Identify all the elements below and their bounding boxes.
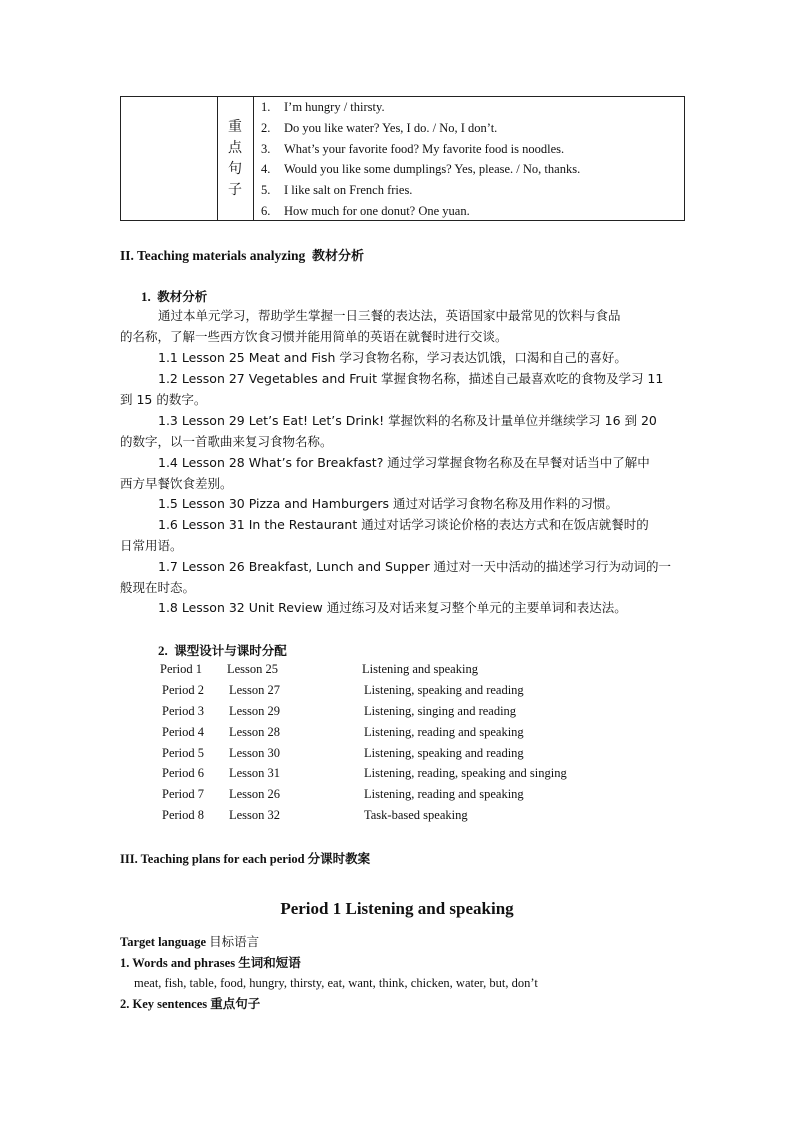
words-heading xyxy=(120,953,301,971)
table-sentence-list xyxy=(253,97,684,222)
analysis-item-line: 1.1 Lesson 25 Meat and Fish 学习食物名称，学习表达饥饿，口渴和自己的喜好。 xyxy=(158,350,627,365)
row-text: Would you like some dumplings? Yes, please. / No, thanks. xyxy=(284,162,581,177)
lesson-label: Lesson 30 xyxy=(229,746,281,760)
analysis-item-line: 到 15 的数字。 xyxy=(120,392,207,407)
period-label: Period 4 xyxy=(162,725,205,739)
lesson-label: Lesson 32 xyxy=(229,808,281,822)
lesson-type: Listening and speaking xyxy=(362,662,478,676)
row-text: What’s your favorite food? My favorite food is noodles. xyxy=(284,141,565,156)
lesson-type: Listening, reading and speaking xyxy=(364,725,524,739)
row-text: I’m hungry / thirsty. xyxy=(284,100,385,114)
lesson-label: Lesson 28 xyxy=(229,725,281,739)
lesson-type: Listening, speaking and reading xyxy=(364,746,524,760)
key-sentences-heading-cn: 重点句子 xyxy=(210,996,261,1011)
period-label: Period 3 xyxy=(162,704,205,718)
section-3-heading-cn: 分课时教案 xyxy=(307,851,371,866)
label-char: 重 xyxy=(228,119,242,135)
key-sentences-heading xyxy=(120,994,260,1012)
table-row xyxy=(253,201,684,222)
target-language-cn: 目标语言 xyxy=(209,934,260,949)
table-label-cell xyxy=(217,97,254,220)
target-language-en: Target language xyxy=(120,935,206,949)
analysis-item-line: 1.4 Lesson 28 What’s for Breakfast? 通过学习掌握食物名称及在早餐对话当中了解中 xyxy=(158,455,650,470)
subsection-2-number: 2. xyxy=(158,643,168,658)
analysis-item-line: 西方早餐饮食差别。 xyxy=(120,476,233,491)
lesson-type: Listening, singing and reading xyxy=(364,704,517,718)
row-text: How much for one donut? One yuan. xyxy=(284,203,470,218)
section-2-heading-en: II. Teaching materials analyzing xyxy=(120,248,306,263)
table-row xyxy=(253,97,684,118)
row-text: I like salt on French fries. xyxy=(284,183,413,198)
words-list: meat, fish, table, food, hungry, thirsty, eat, want, think, chicken, water, but, don’t xyxy=(134,976,538,990)
table-row xyxy=(253,159,684,180)
target-language-heading xyxy=(120,932,259,950)
analysis-item-line: 1.3 Lesson 29 Let’s Eat! Let’s Drink! 掌握饮料的名称及计量单位并继续学习 16 到 20 xyxy=(158,413,657,428)
period-1-title: Period 1 Listening and speaking xyxy=(280,899,514,918)
label-char: 子 xyxy=(228,182,242,198)
period-label: Period 2 xyxy=(162,683,205,697)
table-empty-cell xyxy=(121,97,218,220)
words-heading-cn: 生词和短语 xyxy=(238,955,301,970)
key-sentences-table xyxy=(120,96,685,221)
subsection-2-heading xyxy=(158,641,287,659)
words-heading-en: 1. Words and phrases xyxy=(120,956,236,970)
period-label: Period 1 xyxy=(160,662,203,676)
section-3-heading-en: III. Teaching plans for each period xyxy=(120,852,305,866)
subsection-2-title: 课型设计与课时分配 xyxy=(174,643,287,658)
period-label: Period 7 xyxy=(162,787,205,801)
row-number: 2. xyxy=(261,120,271,135)
intro-line-2: 的名称，了解一些西方饮食习惯并能用简单的英语在就餐时进行交谈。 xyxy=(120,329,508,344)
lesson-label: Lesson 29 xyxy=(229,704,281,718)
row-number: 1. xyxy=(261,100,271,114)
section-2-heading xyxy=(120,245,364,264)
analysis-item-line: 1.6 Lesson 31 In the Restaurant 通过对话学习谈论价格的表达方式和在饭店就餐时的 xyxy=(158,517,649,532)
analysis-item-line: 般现在时态。 xyxy=(120,580,196,595)
row-number: 3. xyxy=(261,141,271,156)
lesson-label: Lesson 27 xyxy=(229,683,281,697)
table-row xyxy=(253,139,684,160)
analysis-item-line: 1.2 Lesson 27 Vegetables and Fruit 掌握食物名称，描述自己最喜欢吃的食物及学习 11 xyxy=(158,371,664,386)
section-3-heading xyxy=(120,849,370,867)
subsection-1-title: 教材分析 xyxy=(157,289,208,304)
period-label: Period 8 xyxy=(162,808,205,822)
lesson-label: Lesson 25 xyxy=(227,662,279,676)
lesson-label: Lesson 26 xyxy=(229,787,281,801)
key-sentences-label xyxy=(217,117,253,201)
subsection-1-number: 1. xyxy=(141,289,151,304)
analysis-item-line: 日常用语。 xyxy=(120,538,183,553)
lesson-type: Listening, speaking and reading xyxy=(364,683,524,697)
lesson-label: Lesson 31 xyxy=(229,766,281,780)
lesson-type: Task-based speaking xyxy=(364,808,468,822)
label-char: 点 xyxy=(228,140,242,156)
key-sentences-heading-en: 2. Key sentences xyxy=(120,997,208,1011)
subsection-1-heading xyxy=(141,287,207,305)
analysis-item-line: 的数字，以一首歌曲来复习食物名称。 xyxy=(120,434,333,449)
period-row xyxy=(160,662,202,677)
row-number: 4. xyxy=(261,162,271,177)
intro-line-1: 通过本单元学习，帮助学生掌握一日三餐的表达法，英语国家中最常见的饮料与食品 xyxy=(158,308,621,323)
analysis-item-line: 1.5 Lesson 30 Pizza and Hamburgers 通过对话学习食物名称及用作料的习惯。 xyxy=(158,496,618,511)
table-row xyxy=(253,118,684,139)
section-2-heading-cn: 教材分析 xyxy=(312,249,365,264)
analysis-item-line: 1.8 Lesson 32 Unit Review 通过练习及对话来复习整个单元的主要单词和表达法。 xyxy=(158,600,627,615)
lesson-type: Listening, reading and speaking xyxy=(364,787,524,801)
period-label: Period 6 xyxy=(162,766,205,780)
lesson-type: Listening, reading, speaking and singing xyxy=(364,766,567,780)
table-row xyxy=(253,180,684,201)
label-char: 句 xyxy=(228,161,242,177)
row-number: 5. xyxy=(261,183,271,198)
row-number: 6. xyxy=(261,203,271,218)
row-text: Do you like water? Yes, I do. / No, I don’t. xyxy=(284,120,498,135)
period-label: Period 5 xyxy=(162,746,205,760)
analysis-item-line: 1.7 Lesson 26 Breakfast, Lunch and Supper 通过对一天中活动的描述学习行为动词的一 xyxy=(158,559,672,574)
